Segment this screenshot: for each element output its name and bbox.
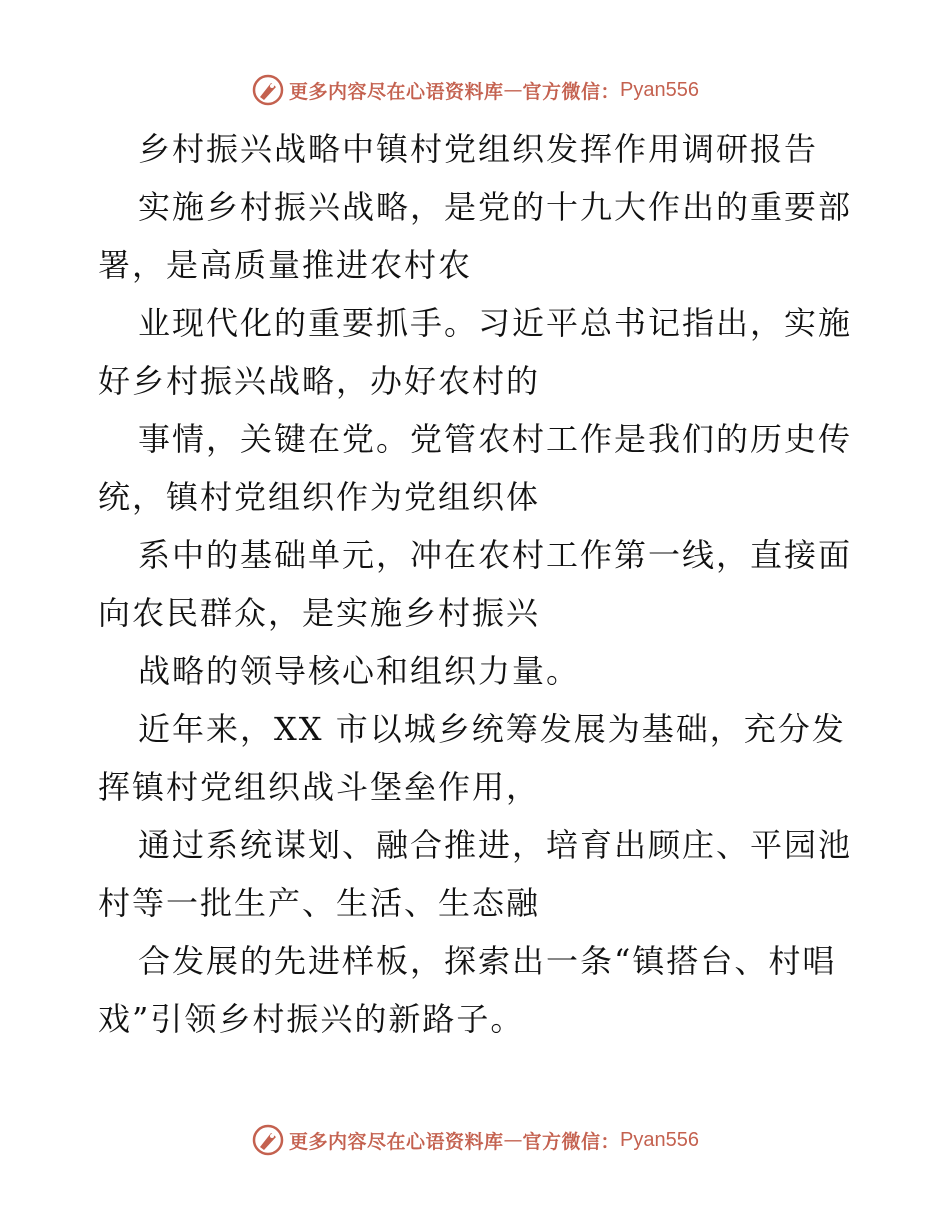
- paragraph-line: 统，镇村党组织作为党组织体: [98, 478, 541, 516]
- paragraph-line: 业现代化的重要抓手。习近平总书记指出，实施: [138, 304, 853, 342]
- document-title: 乡村振兴战略中镇村党组织发挥作用调研报告: [138, 130, 819, 168]
- paragraph-line: 戏”引领乡村振兴的新路子。: [98, 1000, 525, 1038]
- paragraph-line: 通过系统谋划、融合推进，培育出顾庄、平园池: [138, 826, 853, 864]
- banner-wechat-id: Pyan556: [620, 78, 699, 101]
- paragraph-line: 挥镇村党组织战斗堡垒作用，: [98, 768, 541, 806]
- header-watermark-banner: [0, 70, 950, 110]
- banner-site-text: 更多内容尽在心语资料库: [289, 1130, 504, 1153]
- banner-separator: —: [503, 1129, 523, 1151]
- banner-site-text: 更多内容尽在心语资料库: [289, 80, 504, 103]
- paragraph-line: 战略的领导核心和组织力量。: [138, 652, 581, 690]
- paragraph-line: 村等一批生产、生活、生态融: [98, 884, 541, 922]
- paragraph-line: 实施乡村振兴战略，是党的十九大作出的重要部: [138, 188, 853, 226]
- paragraph-line: 署，是高质量推进农村农: [98, 246, 473, 284]
- banner-wechat-label: 官方微信：: [522, 80, 621, 103]
- footer-watermark-banner: [0, 1120, 950, 1160]
- banner-wechat-id: Pyan556: [620, 1128, 699, 1151]
- paragraph-line: 向农民群众，是实施乡村振兴: [98, 594, 541, 632]
- pen-nib-icon: [251, 73, 285, 107]
- banner-wechat-label: 官方微信：: [522, 1130, 621, 1153]
- paragraph-line: 系中的基础单元，冲在农村工作第一线，直接面: [138, 536, 853, 574]
- pen-nib-icon: [251, 1123, 285, 1157]
- paragraph-line: 好乡村振兴战略，办好农村的: [98, 362, 541, 400]
- banner-separator: —: [503, 79, 523, 101]
- paragraph-line: 事情，关键在党。党管农村工作是我们的历史传: [138, 420, 853, 458]
- paragraph-line: 近年来，XX 市以城乡统筹发展为基础，充分发: [138, 710, 846, 748]
- paragraph-line: 合发展的先进样板，探索出一条“镇搭台、村唱: [138, 942, 837, 980]
